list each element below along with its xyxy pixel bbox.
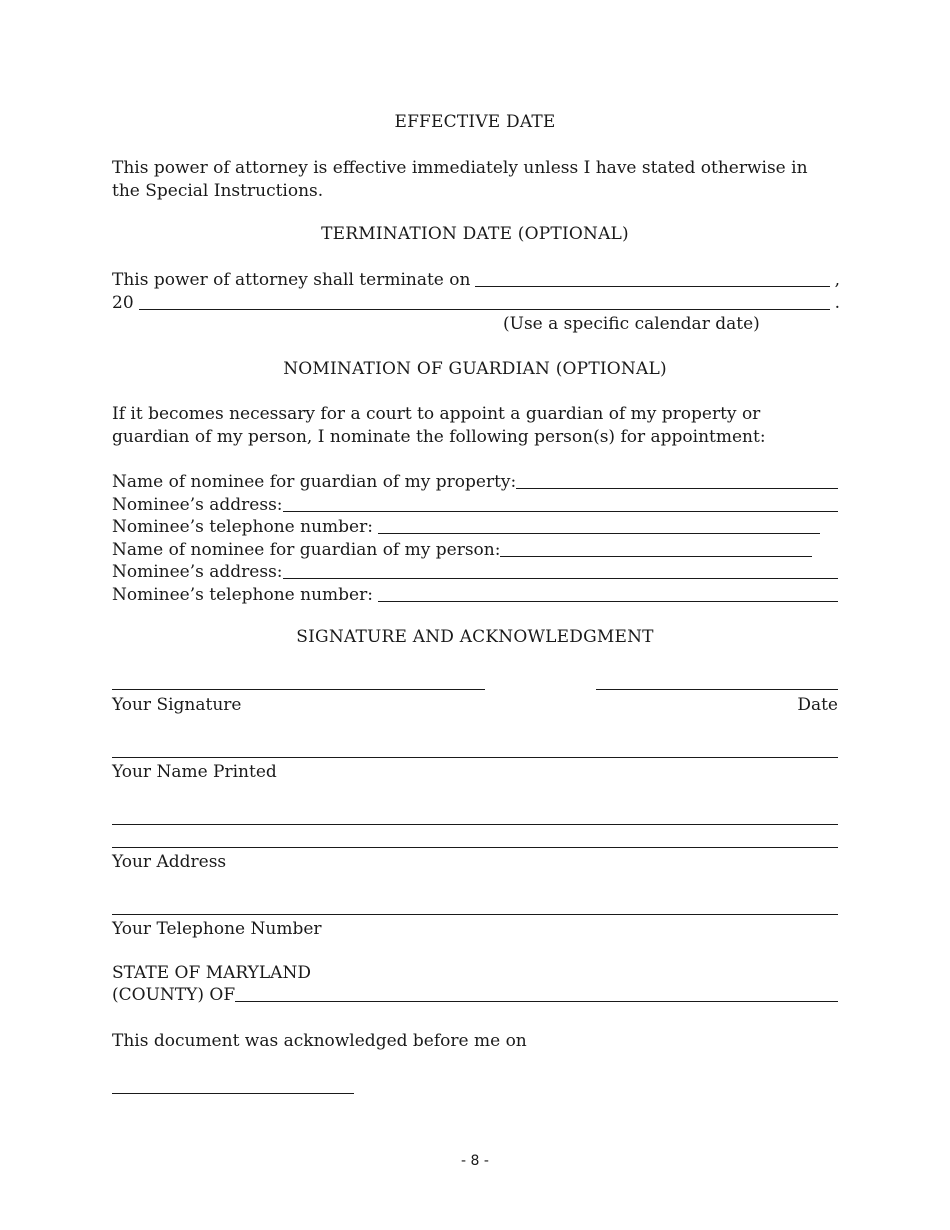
signature-line[interactable]	[112, 689, 485, 690]
termination-date-label: This power of attorney shall terminate on	[112, 270, 471, 290]
nominee-person-phone-field[interactable]	[378, 585, 838, 602]
signature-heading: SIGNATURE AND ACKNOWLEDGMENT	[296, 627, 654, 647]
state-label: STATE OF MARYLAND	[112, 963, 311, 983]
page-number: - 8 -	[461, 1153, 489, 1169]
date-label: Date	[797, 695, 838, 715]
nominee-property-phone-row	[112, 515, 820, 537]
nominee-person-phone-label: Nominee’s telephone number:	[112, 585, 373, 605]
nominee-person-phone-row	[112, 583, 838, 605]
nominee-property-phone-field[interactable]	[378, 517, 820, 534]
address-label: Your Address	[112, 852, 227, 872]
nomination-text: If it becomes necessary for a court to appoint a guardian of my property or guardian of my person, I nominate the following person(s) for appointment:	[112, 404, 766, 447]
effective-date-text: This power of attorney is effective immediately unless I have stated otherwise in the Special Instructions.	[112, 158, 808, 201]
nominee-property-name-field[interactable]	[516, 472, 838, 489]
termination-year-period: .	[834, 293, 840, 313]
county-field[interactable]	[235, 985, 838, 1002]
county-label: (COUNTY) OF	[112, 985, 236, 1005]
signature-label: Your Signature	[112, 695, 242, 715]
effective-date-heading: EFFECTIVE DATE	[394, 112, 556, 132]
termination-date-row	[112, 268, 840, 290]
nominee-person-name-label: Name of nominee for guardian of my person:	[112, 540, 501, 560]
nominee-property-name-label: Name of nominee for guardian of my property:	[112, 472, 517, 492]
calendar-date-hint: (Use a specific calendar date)	[503, 314, 760, 334]
nominee-person-name-field[interactable]	[500, 540, 812, 557]
nominee-person-address-row	[112, 560, 838, 582]
printed-name-line[interactable]	[112, 757, 838, 758]
nominee-property-address-row	[112, 493, 838, 515]
nominee-property-phone-label: Nominee’s telephone number:	[112, 517, 373, 537]
nominee-property-address-label: Nominee’s address:	[112, 495, 283, 515]
nominee-property-name-row	[112, 470, 838, 492]
termination-date-comma: ,	[834, 270, 840, 290]
nominee-person-name-row	[112, 538, 812, 560]
telephone-label: Your Telephone Number	[112, 919, 322, 939]
acknowledgment-text: This document was acknowledged before me on	[112, 1031, 527, 1051]
nominee-person-address-label: Nominee’s address:	[112, 562, 283, 582]
nomination-heading: NOMINATION OF GUARDIAN (OPTIONAL)	[283, 359, 667, 379]
termination-year-label: 20	[112, 293, 134, 313]
termination-date-heading: TERMINATION DATE (OPTIONAL)	[321, 224, 629, 244]
county-row	[112, 983, 838, 1005]
telephone-line[interactable]	[112, 914, 838, 915]
nominee-property-address-field[interactable]	[283, 495, 838, 512]
termination-year-row	[112, 291, 840, 313]
address-line-2[interactable]	[112, 847, 838, 848]
address-line-1[interactable]	[112, 824, 838, 825]
acknowledgment-date-line[interactable]	[112, 1093, 354, 1094]
nominee-person-address-field[interactable]	[283, 562, 838, 579]
printed-name-label: Your Name Printed	[112, 762, 277, 782]
termination-year-field[interactable]	[139, 293, 830, 310]
date-line[interactable]	[596, 689, 838, 690]
termination-date-field[interactable]	[475, 270, 829, 287]
